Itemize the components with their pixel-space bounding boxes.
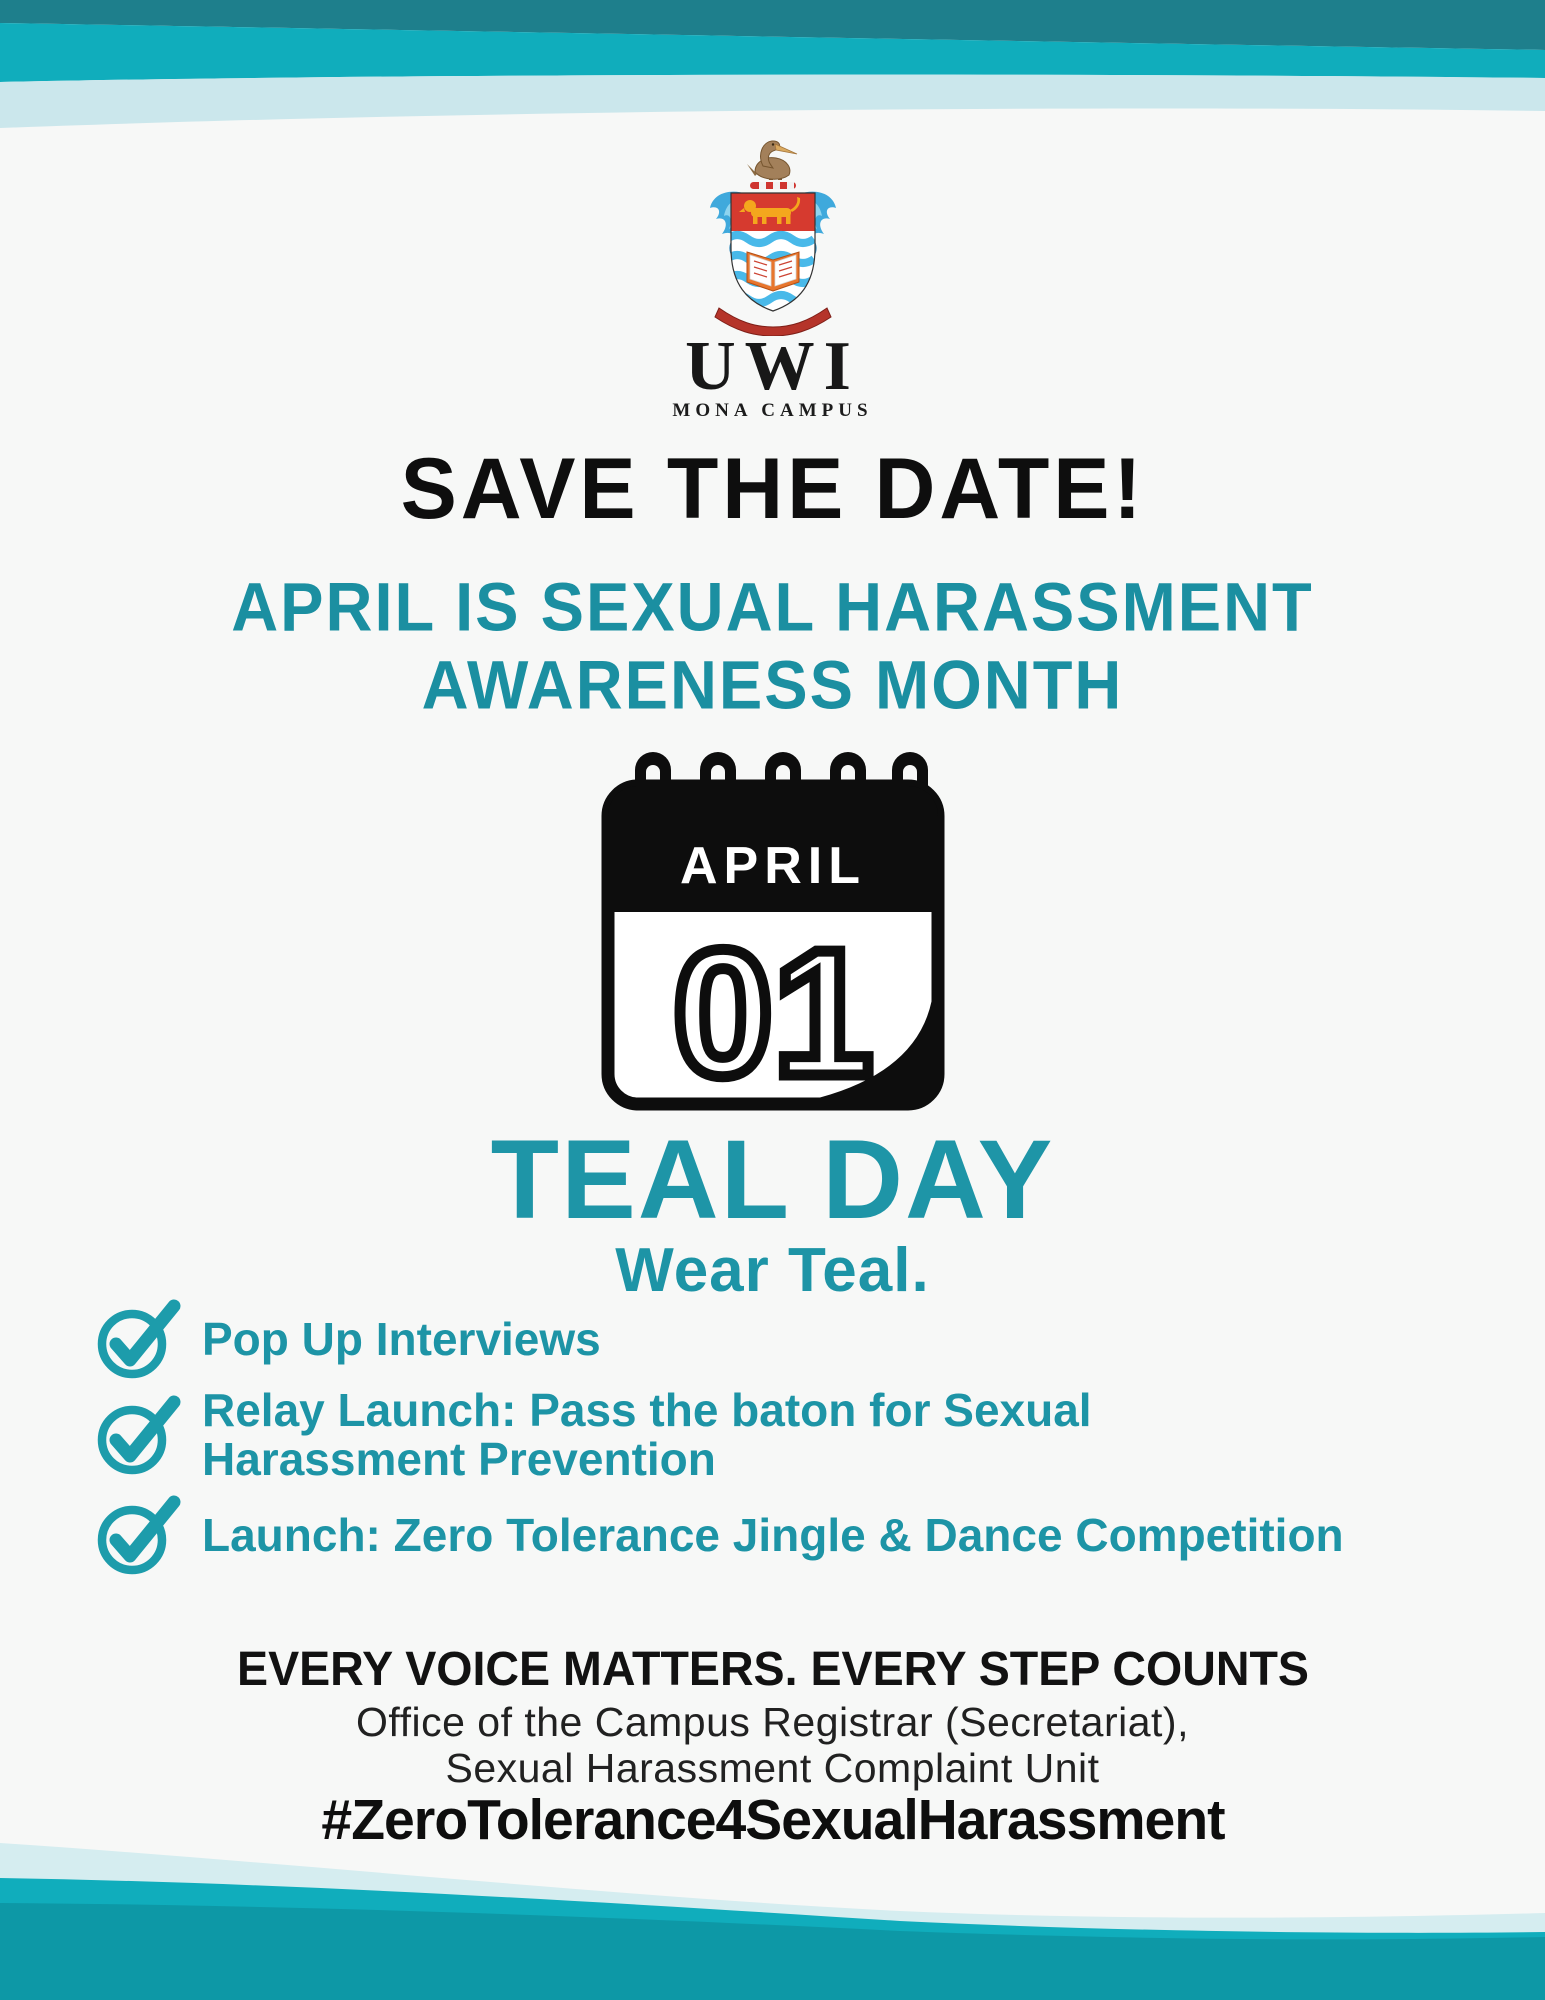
checklist-item-line1: Relay Launch: Pass the baton for Sexual xyxy=(202,1384,1092,1436)
uwi-campus-label: MONA CAMPUS xyxy=(672,400,873,421)
shield-icon xyxy=(727,193,815,311)
checklist-item-label: Pop Up Interviews xyxy=(202,1312,601,1365)
bottom-wave-decoration xyxy=(0,1835,1545,2000)
subheadline-line1: APRIL IS SEXUAL HARASSMENT xyxy=(231,567,1314,646)
calendar-day-number: 01 xyxy=(672,913,873,1112)
pelican-icon xyxy=(747,141,797,180)
checklist-item-label: Launch: Zero Tolerance Jingle & Dance Competition xyxy=(202,1508,1344,1561)
checklist-item-label xyxy=(202,1386,1092,1484)
footer-hashtag: #ZeroTolerance4SexualHarassment xyxy=(320,1788,1225,1852)
check-circle-icon xyxy=(92,1492,184,1578)
checklist-item xyxy=(92,1296,601,1382)
checklist-item-line2: Harassment Prevention xyxy=(202,1432,716,1485)
uwi-crest-icon xyxy=(688,136,858,336)
uwi-wordmark: UWI xyxy=(685,328,860,405)
calendar-month-label: APRIL xyxy=(679,837,866,895)
torse xyxy=(750,182,796,189)
check-circle-icon xyxy=(92,1296,184,1382)
headline-save-the-date: SAVE THE DATE! xyxy=(400,441,1145,537)
top-wave-decoration xyxy=(0,0,1545,140)
subheadline-line2: AWARENESS MONTH xyxy=(421,645,1124,724)
footer-office-line1: Office of the Campus Registrar (Secretariat), xyxy=(356,1699,1189,1745)
checklist-item xyxy=(92,1386,1092,1484)
footer-office-line2: Sexual Harassment Complaint Unit xyxy=(445,1745,1100,1791)
calendar-icon xyxy=(598,752,948,1112)
checklist-item xyxy=(92,1492,1344,1578)
check-circle-icon xyxy=(92,1392,184,1478)
event-title-teal-day: TEAL DAY xyxy=(490,1117,1055,1242)
footer-tagline: EVERY VOICE MATTERS. EVERY STEP COUNTS xyxy=(236,1643,1309,1696)
event-subtitle-wear-teal: Wear Teal. xyxy=(615,1236,930,1305)
